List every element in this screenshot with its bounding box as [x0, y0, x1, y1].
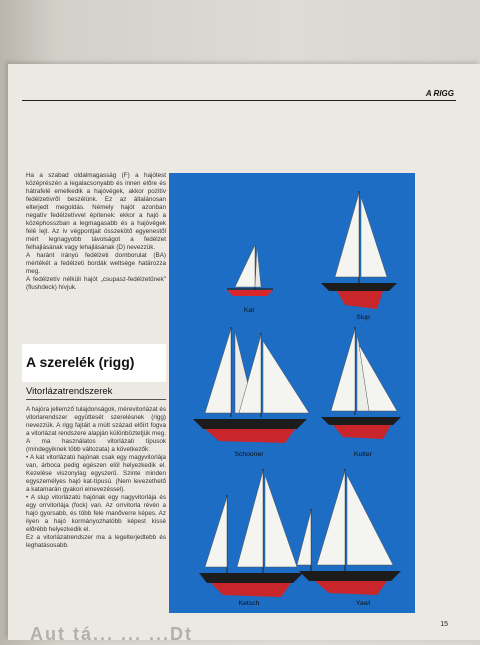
kat-boat-illustration [227, 245, 273, 296]
intro-text [26, 172, 166, 292]
caption-kat: Kat [243, 307, 255, 314]
yawl-boat-illustration [297, 469, 401, 595]
intro-paragraph: Ha a szabad oldalmagasság (F) a hajótest középrészén a legalacsonyabb és innen előre és hátrafelé emelkedik a hajóvégek, akkor pozitív fedélzetívről beszélünk. Ez az általánosan elterjedt megoldás. Némely hajót azonban negatív fedélzetívvel építenek: ekkor a hajó a középhosszban a legmagasabb és a hajóvégek felé lejt. Az ív végpontjait összekötő egyenestől mért legnagyobb távolságot a fedélzet felhajlásának vagy lehajlásának (D) nevezzük. [26, 172, 166, 251]
body-paragraph: A hajóra jellemző tulajdonságok, mérevitorlázat és vitorlarendszer együttesét szerelésnek (rigg) nevezzük. A rigg fajtáit a múlt század előírt fogva a vitorlázat rendszere alapján különböztetjük meg. [26, 406, 167, 437]
body-paragraph: A ma használatos vitorlázati típusok (mindegyiknek több változata) a következők: [26, 438, 166, 453]
page-number: 15 [440, 621, 448, 628]
rig-types-figure [169, 173, 415, 613]
section-tag: A RIGG [425, 89, 454, 98]
body-paragraph: • A kat vitorlázatú hajónak csak egy magyvitorlája van, árboca pedig egészen elöl helyezkedik el. Kezelése viszonylag egyszerű. Szinte minden egyszemélyes hajó kat-típusú. (Nem levezethető a katamarán gyakori elnevezéssel). [26, 454, 166, 493]
body-text [26, 406, 166, 550]
kutter-boat-illustration [321, 327, 401, 439]
body-paragraph: Ez a vitorlázatrendszer ma a legelterjedtebb és leghatásosabb. [26, 534, 166, 549]
caption-ketsch: Ketsch [238, 600, 260, 607]
slup-boat-illustration [321, 191, 397, 309]
intro-paragraph: A fedélzetív nélküli hajót „csupasz-fedélzetűnek" (flushdeck) hívjuk. [26, 276, 166, 291]
caption-yawl: Yawl [355, 600, 371, 607]
subheading-rule [26, 399, 166, 400]
subheading: Vitorlázatrendszerek [26, 386, 113, 397]
header-rule [22, 100, 456, 101]
bleed-through-text: Aut tá... ... ...Dt [30, 624, 193, 644]
body-paragraph: • A slup vitorlázatú hajónak egy nagyvitorlája és egy orrvitorlája (fock) van. Az orrvitorla révén a hajó gyorsabb, és több fele manőverre képes. Az ilyen a hajó kormányozhatóbb képest kissé előrébb helyezkedik el. [26, 494, 166, 533]
caption-kutter: Kutter [353, 451, 373, 458]
heading-box [22, 344, 166, 382]
section-heading: A szerelék (rigg) [26, 354, 135, 370]
caption-slup: Slup [356, 314, 370, 321]
caption-schooner: Schooner [234, 451, 264, 458]
intro-paragraph: A haránt irányú fedélzeti domborulat (BA) mértékét a fedélzeti bordák weltsége határozza meg. [26, 252, 166, 275]
schooner-boat-illustration [193, 327, 309, 443]
ketsch-boat-illustration [199, 469, 303, 597]
rig-illustrations [169, 173, 415, 613]
